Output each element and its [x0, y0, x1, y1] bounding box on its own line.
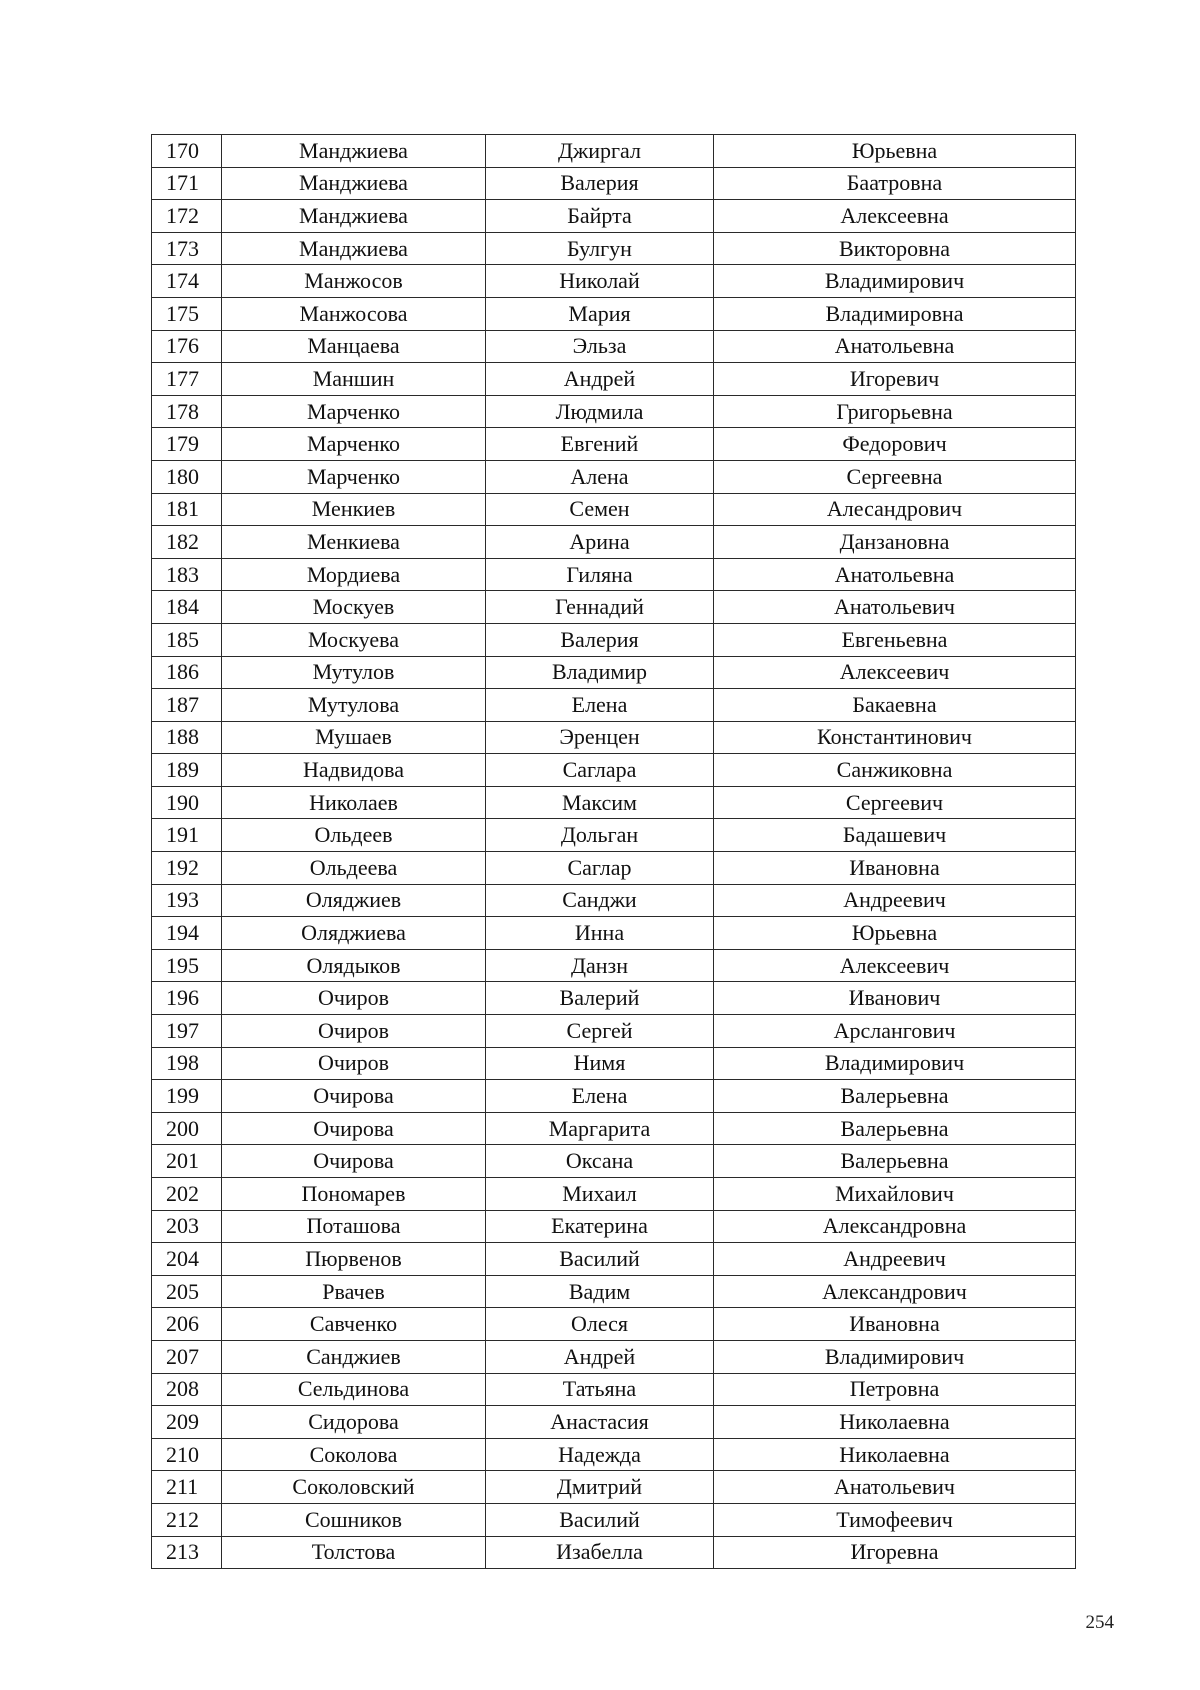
table-row — [152, 623, 1076, 656]
last-name-cell: Манжосова — [222, 297, 486, 330]
row-number-cell: 177 — [152, 363, 222, 396]
table-row — [152, 330, 1076, 363]
last-name-cell: Марченко — [222, 460, 486, 493]
last-name-cell: Манджиева — [222, 232, 486, 265]
last-name-cell: Менкиева — [222, 526, 486, 559]
last-name-cell: Сошников — [222, 1503, 486, 1536]
table-row — [152, 200, 1076, 233]
patronymic-cell: Сергеевич — [714, 786, 1076, 819]
first-name-cell: Татьяна — [486, 1373, 714, 1406]
patronymic-cell: Федорович — [714, 428, 1076, 461]
row-number-cell: 179 — [152, 428, 222, 461]
patronymic-cell: Андреевич — [714, 884, 1076, 917]
table-row — [152, 558, 1076, 591]
row-number-cell: 170 — [152, 135, 222, 168]
first-name-cell: Эренцен — [486, 721, 714, 754]
patronymic-cell: Игоревна — [714, 1536, 1076, 1569]
patronymic-cell: Александрович — [714, 1275, 1076, 1308]
table-row — [152, 460, 1076, 493]
last-name-cell: Очиров — [222, 982, 486, 1015]
table-row — [152, 754, 1076, 787]
table-row — [152, 689, 1076, 722]
last-name-cell: Москуев — [222, 591, 486, 624]
patronymic-cell: Евгеньевна — [714, 623, 1076, 656]
first-name-cell: Изабелла — [486, 1536, 714, 1569]
first-name-cell: Дмитрий — [486, 1471, 714, 1504]
last-name-cell: Ольдеева — [222, 852, 486, 885]
table-row — [152, 493, 1076, 526]
last-name-cell: Оляджиев — [222, 884, 486, 917]
first-name-cell: Валерия — [486, 623, 714, 656]
roster-body — [152, 135, 1076, 1569]
patronymic-cell: Юрьевна — [714, 917, 1076, 950]
first-name-cell: Джиргал — [486, 135, 714, 168]
last-name-cell: Савченко — [222, 1308, 486, 1341]
patronymic-cell: Николаевна — [714, 1438, 1076, 1471]
first-name-cell: Арина — [486, 526, 714, 559]
row-number-cell: 197 — [152, 1015, 222, 1048]
row-number-cell: 198 — [152, 1047, 222, 1080]
row-number-cell: 176 — [152, 330, 222, 363]
table-row — [152, 1275, 1076, 1308]
table-row — [152, 591, 1076, 624]
row-number-cell: 206 — [152, 1308, 222, 1341]
table-row — [152, 917, 1076, 950]
row-number-cell: 180 — [152, 460, 222, 493]
table-row — [152, 1438, 1076, 1471]
row-number-cell: 175 — [152, 297, 222, 330]
first-name-cell: Николай — [486, 265, 714, 298]
first-name-cell: Олеся — [486, 1308, 714, 1341]
last-name-cell: Мутулова — [222, 689, 486, 722]
row-number-cell: 201 — [152, 1145, 222, 1178]
patronymic-cell: Санжиковна — [714, 754, 1076, 787]
table-row — [152, 1015, 1076, 1048]
patronymic-cell: Михайлович — [714, 1178, 1076, 1211]
patronymic-cell: Анатольевич — [714, 591, 1076, 624]
row-number-cell: 208 — [152, 1373, 222, 1406]
patronymic-cell: Владимирович — [714, 265, 1076, 298]
row-number-cell: 189 — [152, 754, 222, 787]
row-number-cell: 205 — [152, 1275, 222, 1308]
patronymic-cell: Юрьевна — [714, 135, 1076, 168]
last-name-cell: Ольдеев — [222, 819, 486, 852]
table-row — [152, 265, 1076, 298]
patronymic-cell: Анатольевна — [714, 558, 1076, 591]
table-row — [152, 786, 1076, 819]
last-name-cell: Оляджиева — [222, 917, 486, 950]
first-name-cell: Андрей — [486, 1340, 714, 1373]
first-name-cell: Вадим — [486, 1275, 714, 1308]
row-number-cell: 172 — [152, 200, 222, 233]
table-row — [152, 1471, 1076, 1504]
row-number-cell: 204 — [152, 1243, 222, 1276]
patronymic-cell: Тимофеевич — [714, 1503, 1076, 1536]
patronymic-cell: Арслангович — [714, 1015, 1076, 1048]
first-name-cell: Андрей — [486, 363, 714, 396]
row-number-cell: 200 — [152, 1112, 222, 1145]
roster-table — [151, 134, 1076, 1569]
row-number-cell: 183 — [152, 558, 222, 591]
row-number-cell: 193 — [152, 884, 222, 917]
row-number-cell: 190 — [152, 786, 222, 819]
last-name-cell: Олядыков — [222, 949, 486, 982]
row-number-cell: 199 — [152, 1080, 222, 1113]
first-name-cell: Дольган — [486, 819, 714, 852]
first-name-cell: Сергей — [486, 1015, 714, 1048]
first-name-cell: Василий — [486, 1503, 714, 1536]
table-row — [152, 1243, 1076, 1276]
row-number-cell: 174 — [152, 265, 222, 298]
first-name-cell: Екатерина — [486, 1210, 714, 1243]
table-row — [152, 167, 1076, 200]
last-name-cell: Соколова — [222, 1438, 486, 1471]
table-row — [152, 135, 1076, 168]
last-name-cell: Пюрвенов — [222, 1243, 486, 1276]
first-name-cell: Василий — [486, 1243, 714, 1276]
table-row — [152, 1340, 1076, 1373]
table-row — [152, 1178, 1076, 1211]
table-row — [152, 1503, 1076, 1536]
patronymic-cell: Викторовна — [714, 232, 1076, 265]
last-name-cell: Надвидова — [222, 754, 486, 787]
patronymic-cell: Валерьевна — [714, 1080, 1076, 1113]
first-name-cell: Семен — [486, 493, 714, 526]
first-name-cell: Евгений — [486, 428, 714, 461]
last-name-cell: Мушаев — [222, 721, 486, 754]
last-name-cell: Очирова — [222, 1080, 486, 1113]
row-number-cell: 171 — [152, 167, 222, 200]
patronymic-cell: Иванович — [714, 982, 1076, 1015]
last-name-cell: Очиров — [222, 1047, 486, 1080]
first-name-cell: Валерия — [486, 167, 714, 200]
first-name-cell: Елена — [486, 1080, 714, 1113]
first-name-cell: Байрта — [486, 200, 714, 233]
patronymic-cell: Григорьевна — [714, 395, 1076, 428]
first-name-cell: Саглар — [486, 852, 714, 885]
patronymic-cell: Данзановна — [714, 526, 1076, 559]
patronymic-cell: Владимирович — [714, 1340, 1076, 1373]
table-row — [152, 721, 1076, 754]
last-name-cell: Манджиева — [222, 135, 486, 168]
row-number-cell: 194 — [152, 917, 222, 950]
first-name-cell: Людмила — [486, 395, 714, 428]
patronymic-cell: Алексеевна — [714, 200, 1076, 233]
row-number-cell: 195 — [152, 949, 222, 982]
last-name-cell: Пономарев — [222, 1178, 486, 1211]
first-name-cell: Санджи — [486, 884, 714, 917]
row-number-cell: 202 — [152, 1178, 222, 1211]
row-number-cell: 184 — [152, 591, 222, 624]
first-name-cell: Алена — [486, 460, 714, 493]
table-row — [152, 1047, 1076, 1080]
row-number-cell: 181 — [152, 493, 222, 526]
first-name-cell: Елена — [486, 689, 714, 722]
first-name-cell: Нимя — [486, 1047, 714, 1080]
first-name-cell: Оксана — [486, 1145, 714, 1178]
row-number-cell: 191 — [152, 819, 222, 852]
first-name-cell: Михаил — [486, 1178, 714, 1211]
patronymic-cell: Ивановна — [714, 852, 1076, 885]
patronymic-cell: Алексеевич — [714, 949, 1076, 982]
first-name-cell: Инна — [486, 917, 714, 950]
row-number-cell: 211 — [152, 1471, 222, 1504]
last-name-cell: Поташова — [222, 1210, 486, 1243]
last-name-cell: Очирова — [222, 1145, 486, 1178]
last-name-cell: Манджиева — [222, 167, 486, 200]
patronymic-cell: Петровна — [714, 1373, 1076, 1406]
row-number-cell: 210 — [152, 1438, 222, 1471]
table-row — [152, 819, 1076, 852]
row-number-cell: 186 — [152, 656, 222, 689]
page-number: 254 — [1085, 1612, 1114, 1633]
patronymic-cell: Валерьевна — [714, 1112, 1076, 1145]
first-name-cell: Геннадий — [486, 591, 714, 624]
patronymic-cell: Валерьевна — [714, 1145, 1076, 1178]
table-row — [152, 1308, 1076, 1341]
row-number-cell: 213 — [152, 1536, 222, 1569]
last-name-cell: Сельдинова — [222, 1373, 486, 1406]
table-row — [152, 363, 1076, 396]
row-number-cell: 212 — [152, 1503, 222, 1536]
first-name-cell: Анастасия — [486, 1406, 714, 1439]
patronymic-cell: Владимировна — [714, 297, 1076, 330]
last-name-cell: Мордиева — [222, 558, 486, 591]
last-name-cell: Манцаева — [222, 330, 486, 363]
row-number-cell: 188 — [152, 721, 222, 754]
first-name-cell: Эльза — [486, 330, 714, 363]
first-name-cell: Саглара — [486, 754, 714, 787]
patronymic-cell: Бакаевна — [714, 689, 1076, 722]
last-name-cell: Толстова — [222, 1536, 486, 1569]
row-number-cell: 178 — [152, 395, 222, 428]
last-name-cell: Марченко — [222, 428, 486, 461]
table-row — [152, 395, 1076, 428]
patronymic-cell: Бадашевич — [714, 819, 1076, 852]
table-row — [152, 297, 1076, 330]
patronymic-cell: Алесандрович — [714, 493, 1076, 526]
patronymic-cell: Константинович — [714, 721, 1076, 754]
last-name-cell: Санджиев — [222, 1340, 486, 1373]
first-name-cell: Надежда — [486, 1438, 714, 1471]
first-name-cell: Владимир — [486, 656, 714, 689]
last-name-cell: Соколовский — [222, 1471, 486, 1504]
last-name-cell: Манжосов — [222, 265, 486, 298]
patronymic-cell: Сергеевна — [714, 460, 1076, 493]
first-name-cell: Мария — [486, 297, 714, 330]
first-name-cell: Гиляна — [486, 558, 714, 591]
last-name-cell: Николаев — [222, 786, 486, 819]
table-row — [152, 1210, 1076, 1243]
row-number-cell: 173 — [152, 232, 222, 265]
last-name-cell: Маншин — [222, 363, 486, 396]
first-name-cell: Маргарита — [486, 1112, 714, 1145]
table-row — [152, 852, 1076, 885]
patronymic-cell: Анатольевна — [714, 330, 1076, 363]
patronymic-cell: Анатольевич — [714, 1471, 1076, 1504]
table-row — [152, 1406, 1076, 1439]
last-name-cell: Рвачев — [222, 1275, 486, 1308]
table-row — [152, 428, 1076, 461]
row-number-cell: 203 — [152, 1210, 222, 1243]
last-name-cell: Сидорова — [222, 1406, 486, 1439]
row-number-cell: 185 — [152, 623, 222, 656]
patronymic-cell: Игоревич — [714, 363, 1076, 396]
first-name-cell: Данзн — [486, 949, 714, 982]
table-row — [152, 232, 1076, 265]
last-name-cell: Мутулов — [222, 656, 486, 689]
patronymic-cell: Алексеевич — [714, 656, 1076, 689]
row-number-cell: 209 — [152, 1406, 222, 1439]
last-name-cell: Очиров — [222, 1015, 486, 1048]
patronymic-cell: Андреевич — [714, 1243, 1076, 1276]
patronymic-cell: Александровна — [714, 1210, 1076, 1243]
last-name-cell: Манджиева — [222, 200, 486, 233]
first-name-cell: Валерий — [486, 982, 714, 1015]
table-row — [152, 1536, 1076, 1569]
table-row — [152, 526, 1076, 559]
table-row — [152, 884, 1076, 917]
row-number-cell: 207 — [152, 1340, 222, 1373]
table-row — [152, 1373, 1076, 1406]
patronymic-cell: Ивановна — [714, 1308, 1076, 1341]
row-number-cell: 187 — [152, 689, 222, 722]
first-name-cell: Максим — [486, 786, 714, 819]
last-name-cell: Марченко — [222, 395, 486, 428]
last-name-cell: Менкиев — [222, 493, 486, 526]
table-row — [152, 1080, 1076, 1113]
table-row — [152, 949, 1076, 982]
table-row — [152, 1145, 1076, 1178]
table-row — [152, 982, 1076, 1015]
last-name-cell: Очирова — [222, 1112, 486, 1145]
patronymic-cell: Владимирович — [714, 1047, 1076, 1080]
row-number-cell: 192 — [152, 852, 222, 885]
patronymic-cell: Николаевна — [714, 1406, 1076, 1439]
last-name-cell: Москуева — [222, 623, 486, 656]
first-name-cell: Булгун — [486, 232, 714, 265]
table-row — [152, 1112, 1076, 1145]
table-row — [152, 656, 1076, 689]
row-number-cell: 196 — [152, 982, 222, 1015]
patronymic-cell: Баатровна — [714, 167, 1076, 200]
row-number-cell: 182 — [152, 526, 222, 559]
